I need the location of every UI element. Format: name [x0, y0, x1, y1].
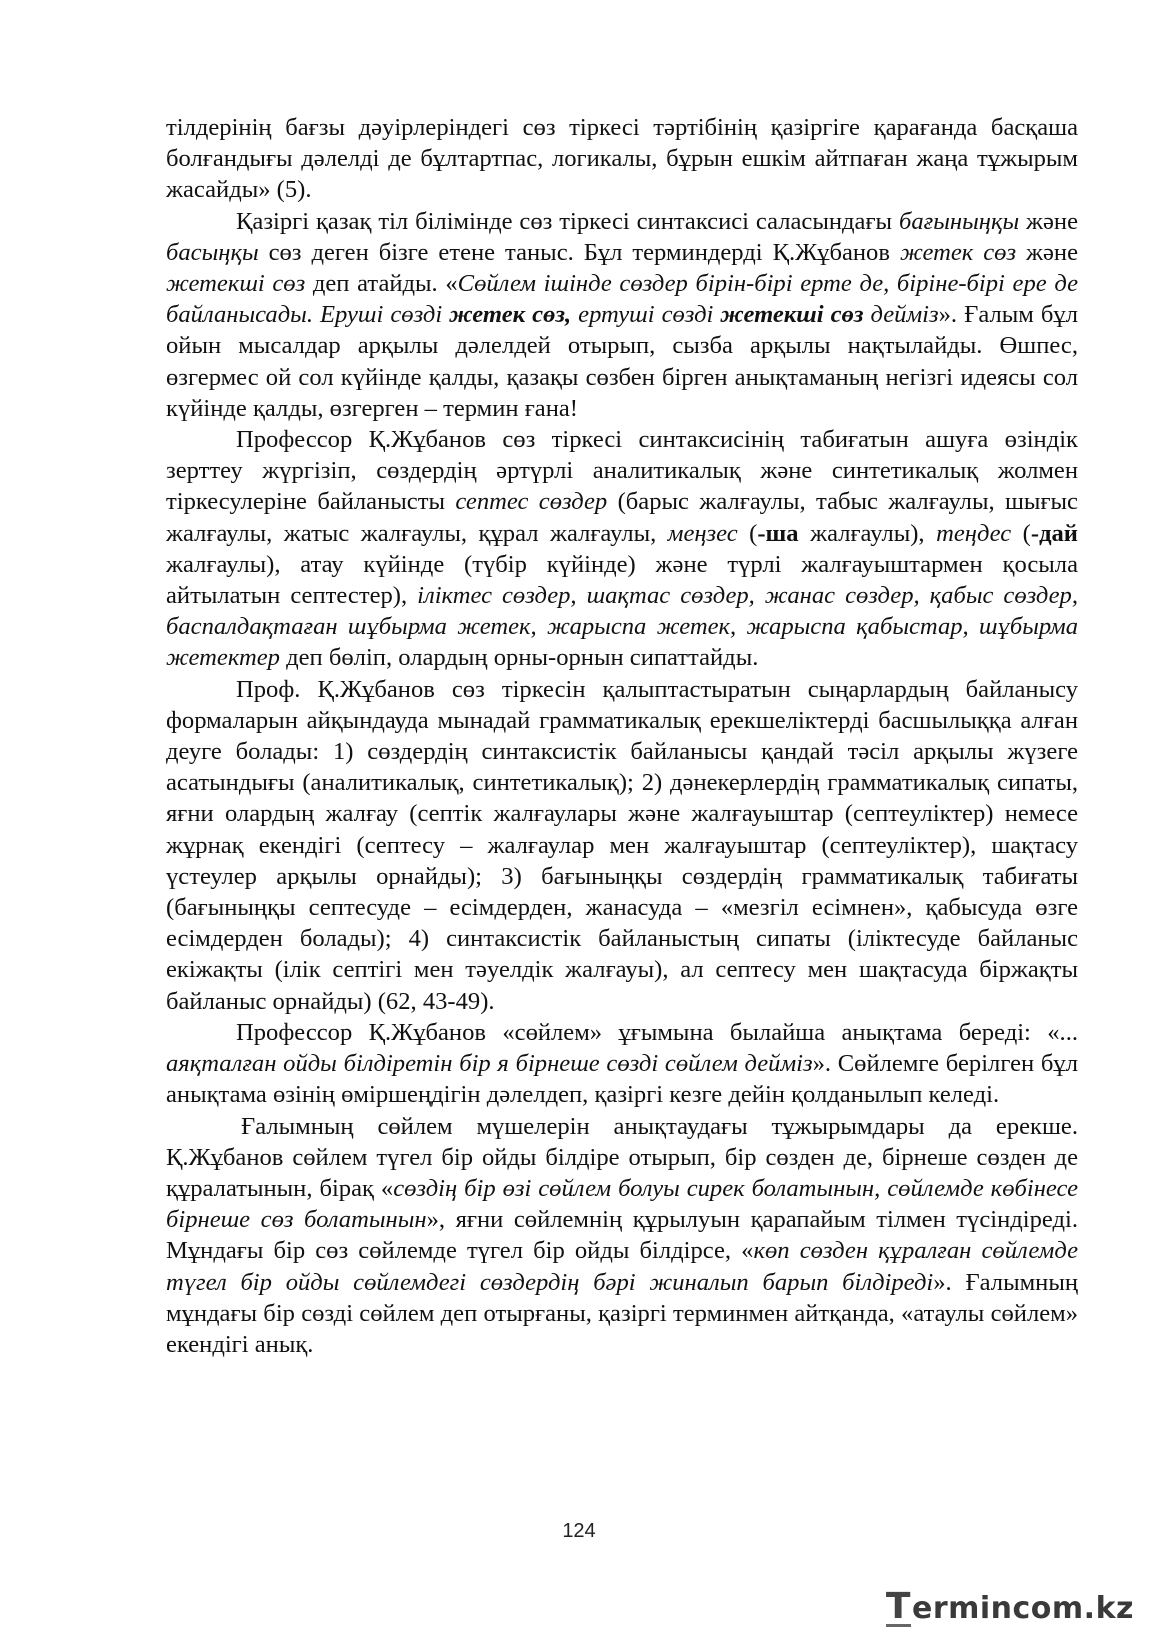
logo-text: ermincom.kz	[911, 1591, 1134, 1626]
text-run: (барыс жалғаулы, табыс жалғаулы, шығыс жалғаулы, жатыс жалғаулы, құрал жалғаулы,	[166, 488, 1078, 547]
text-run: тілдерінің бағзы дәуірлеріндегі сөз тіркесі тәртібінің қазіргіге қарағанда басқаша болғандығы дәлелді де бұлтартпас, логикалы, бұрын ешкім айтпаған жаңа тұжырым жасайды» (5).	[166, 114, 1078, 204]
page-number: 124	[562, 1520, 596, 1542]
text-run: Қазіргі қазақ тіл білімінде сөз тіркесі синтаксисі саласындағы	[236, 207, 899, 235]
text-run: деп бөліп, олардың орны-орнын сипаттайды.	[279, 644, 759, 672]
italic-run: сөздің бір өзі сөйлем болуы сирек болатынын, сөйлемде көбінесе бірнеше сөз болатынын	[166, 1174, 1078, 1234]
italic-run: аяқталған ойды білдіретін бір я бірнеше сөзді сөйлем деймiз	[166, 1050, 813, 1078]
text-run: Проф. Қ.Жұбанов сөз тіркесін қалыптастыратын сыңарлардың байланысу формаларын айқындауда мынадай грамматикалық ерекшеліктерді басшылыққа алған деуге болады: 1) сөздердің синтаксистік байланысы қандай тәсіл арқылы жүзеге асатындығы (аналитикалық, синтетикалық); 2) дәнекерлердің грамматикалық сипаты, яғни олардың жалғау (септік жалғаулары және жалғауыштар (септеуліктер) немесе жұрнақ екендігі (септесу – жалғаулар мен жалғауыштар (септеуліктер), шақтасу үстеулер арқылы орнайды); 3) бағыныңқы сөздердің грамматикалық табиғаты (бағыныңқы септесуде – есімдерден, жанасуда – «мезгіл есімнен», қабысуда өзге есімдерден болады); 4) синтаксистік байланыстың сипаты (іліктесуде байланыс екіжақты (ілік септігі мен тәуелдік жалғауы), ал септесу мен шақтасуда біржақты байланыс орнайды) (62, 43-49).	[166, 675, 1078, 1015]
text-run: Ғалымның сөйлем мүшелерін анықтаудағы тұжырымдары да ерекше. Қ.Жұбанов сөйлем түгел бір ойды білдіре отырып, бір сөзден де, бірнеше сөзден де құралатынын, бірақ «	[166, 1112, 1078, 1202]
paragraph	[166, 206, 1078, 424]
italic-run: жетекші сөз	[166, 270, 306, 298]
text-run: ». Ғалымның мұндағы бір сөзді сөйлем деп отырғаны, қазіргі терминмен айтқанда, «атаулы сөйлем» екендігі анық.	[166, 1268, 1078, 1358]
text-run: ». Ғалым бұл ойын мысалдар арқылы дәлелдей отырып, сызба арқылы нақтылайды. Өшпес, өзгермес ой сол күйінде қалды, қазақы сөзбен бірген анықтаманың негізгі идеясы сол күйінде қалды, өзгерген – термин ғана!	[166, 301, 1078, 422]
bold-run: -дай	[1030, 519, 1078, 547]
paragraph	[166, 112, 1078, 206]
italic-run: ертушi сөздi	[571, 301, 721, 329]
text-run: Профессор Қ.Жұбанов сөз тіркесі синтаксисінің табиғатын ашуға өзіндік зерттеу жүргізіп, сөздердің әртүрлі аналитикалық және синтетикалық жолмен тіркесулеріне байланысты	[166, 426, 1078, 516]
italic-run: деймiз	[863, 301, 939, 329]
text-run: және	[1016, 238, 1079, 266]
paragraph	[166, 674, 1078, 1017]
paragraph	[166, 1111, 1078, 1361]
italic-run: бағыныңқы	[898, 207, 1020, 235]
italic-run: Сөйлем ішінде сөздер бірін-бірі ерте де, біріне-бірі ере де байланысады. Ерушi сөздi	[166, 270, 1078, 329]
bold-run: жетек сөз,	[449, 301, 572, 329]
text-run: деп атайды. «	[305, 270, 458, 298]
paragraph	[166, 1017, 1078, 1111]
logo-letter-t: T	[885, 1586, 911, 1627]
italic-run: септес сөздер	[455, 488, 608, 516]
italic-run: меңзес	[667, 519, 738, 547]
termincom-logo[interactable]	[885, 1586, 1134, 1627]
italic-run: жетек сөз	[899, 238, 1017, 266]
bold-run: жетекшi сөз	[720, 301, 864, 329]
text-run: », яғни сөйлемнің құрылуын қарапайым тілмен түсіндіреді. Мұндағы бір сөз сөйлемде түгел бір ойды білдірсе, «	[166, 1206, 1078, 1265]
text-run: жалғаулы),	[798, 519, 937, 547]
text-run: сөз деген бізге етене таныс. Бұл терминдерді Қ.Жұбанов	[258, 238, 900, 266]
text-run: Профессор Қ.Жұбанов «сөйлем» ұғымына былайша анықтама береді: «...	[236, 1018, 1078, 1046]
text-run: (	[1011, 519, 1031, 547]
paragraph	[166, 424, 1078, 674]
page-body	[166, 112, 1078, 1360]
text-run: және	[1019, 207, 1078, 235]
text-run: жалғаулы), атау күйінде (түбір күйінде) және түрлі жалғауыштармен қосыла айтылатын септестер),	[166, 550, 1078, 610]
italic-run: басыңқы	[166, 238, 259, 266]
italic-run: көп сөзден құралған сөйлемде түгел бір ойды сөйлемдегі сөздердің бәрі жиналып барып білдіреді	[166, 1237, 1078, 1296]
bold-run: -ша	[757, 519, 799, 547]
italic-run: теңдес	[936, 519, 1012, 547]
italic-run: іліктес сөздер, шақтас сөздер, жанас сөздер, қабыс сөздер, баспалдақтаған шұбырма жетек, жарыспа жетек, жарыспа қабыстар, шұбырма жетектер	[166, 582, 1078, 672]
text-run: (	[737, 519, 758, 547]
text-run: ». Сөйлемге берілген бұл анықтама өзінің өміршеңдігін дәлелдеп, қазіргі кезге дейін қолданылып келеді.	[166, 1050, 1078, 1109]
